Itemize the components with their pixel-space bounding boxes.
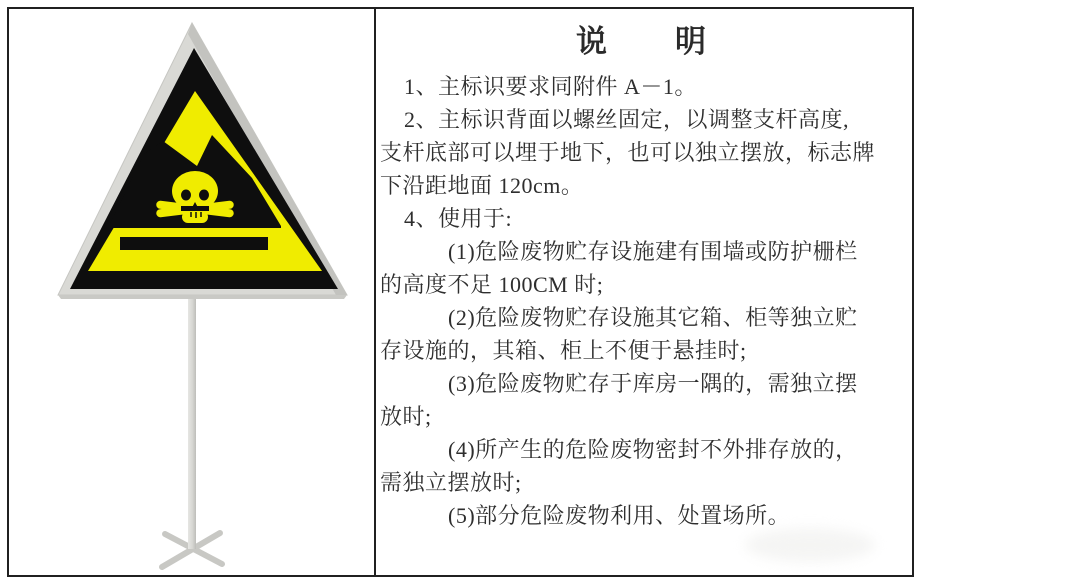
note-line: 4、使用于:: [404, 206, 513, 231]
notes-body: [380, 70, 906, 532]
note-line: 存设施的，其箱、柜上不便于悬挂时;: [380, 338, 747, 363]
note-line: (1)危险废物贮存设施建有围墙或防护栅栏: [448, 239, 858, 264]
note-line: 的高度不足 100CM 时;: [380, 272, 604, 297]
note-line: 需独立摆放时;: [380, 470, 522, 495]
note-line: (2)危险废物贮存设施其它箱、柜等独立贮: [448, 305, 858, 330]
note-line: 下沿距地面 120cm。: [380, 173, 584, 198]
note-line: (4)所产生的危险废物密封不外排存放的，: [448, 437, 858, 462]
note-line: 放时;: [380, 404, 432, 429]
note-line: 支杆底部可以埋于地下，也可以独立摆放，标志牌: [380, 140, 876, 165]
note-line: (5)部分危险废物利用、处置场所。: [448, 503, 791, 528]
notes-title: 说 明: [576, 24, 708, 59]
note-line: (3)危险废物贮存于库房一隅的，需独立摆: [448, 371, 858, 396]
note-line: 2、主标识背面以螺丝固定，以调整支杆高度,: [404, 107, 850, 132]
note-line: 1、主标识要求同附件 A－1。: [404, 74, 697, 99]
scan-smudge: [745, 528, 875, 562]
panel-divider: [374, 7, 376, 577]
